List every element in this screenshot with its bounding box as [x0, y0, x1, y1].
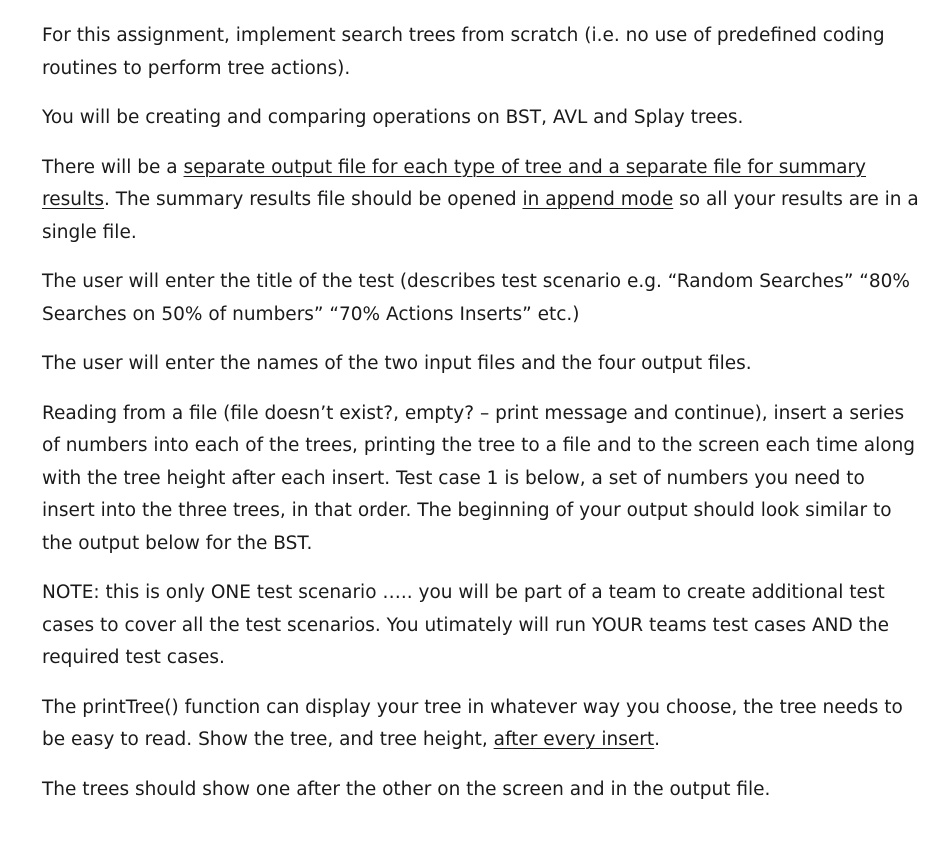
paragraph-file-names: The user will enter the names of the two input files and the four output files. — [42, 353, 752, 374]
paragraph-output-files — [42, 152, 922, 250]
paragraph-print-tree-text-a: The printTree() function can display your tree in whatever way you choose, the tree needs to be easy to read. Show the tree, and tree height, — [42, 696, 903, 750]
paragraph-trees-overview: You will be creating and comparing operations on BST, AVL and Splay trees. — [42, 107, 744, 128]
paragraph-output-files-text-c: . The summary results file should be opened — [103, 189, 523, 210]
paragraph-output-files-text-e: so all your results are in a single file. — [42, 189, 919, 243]
document-body — [42, 20, 922, 823]
paragraph-assignment-intro: For this assignment, implement search trees from scratch (i.e. no use of predefined coding routines to perform tree actions). — [42, 25, 885, 79]
paragraph-print-tree — [42, 692, 922, 757]
underlined-separate-files: separate output file for each type of tree and a separate file for summary results — [42, 156, 867, 210]
paragraph-reading-input: Reading from a file (file doesn’t exist?, empty? – print message and continue), insert a series of numbers into each of the trees, printing the tree to a file and to the screen each time along with the tree height after each insert. Test case 1 is below, a set of numbers you need to insert into the three trees, in that order. The beginning of your output should look similar to the output below for the BST. — [42, 402, 916, 554]
underlined-append-mode: in append mode — [522, 189, 674, 210]
paragraph-test-title: The user will enter the title of the test (describes test scenario e.g. “Random Searches” “80% Searches on 50% of numbers” “70% Actions Inserts” etc.) — [42, 271, 910, 325]
paragraph-tree-order: The trees should show one after the other on the screen and in the output file. — [42, 778, 771, 800]
paragraph-note: NOTE: this is only ONE test scenario ….. you will be part of a team to create additional test cases to cover all the test scenarios. You utimately will run YOUR teams test cases AND the required test cases. — [42, 582, 889, 668]
underlined-after-every-insert: after every insert — [493, 729, 655, 750]
paragraph-output-files-text-a: There will be a — [42, 156, 184, 178]
paragraph-print-tree-text-c: . — [654, 729, 661, 750]
